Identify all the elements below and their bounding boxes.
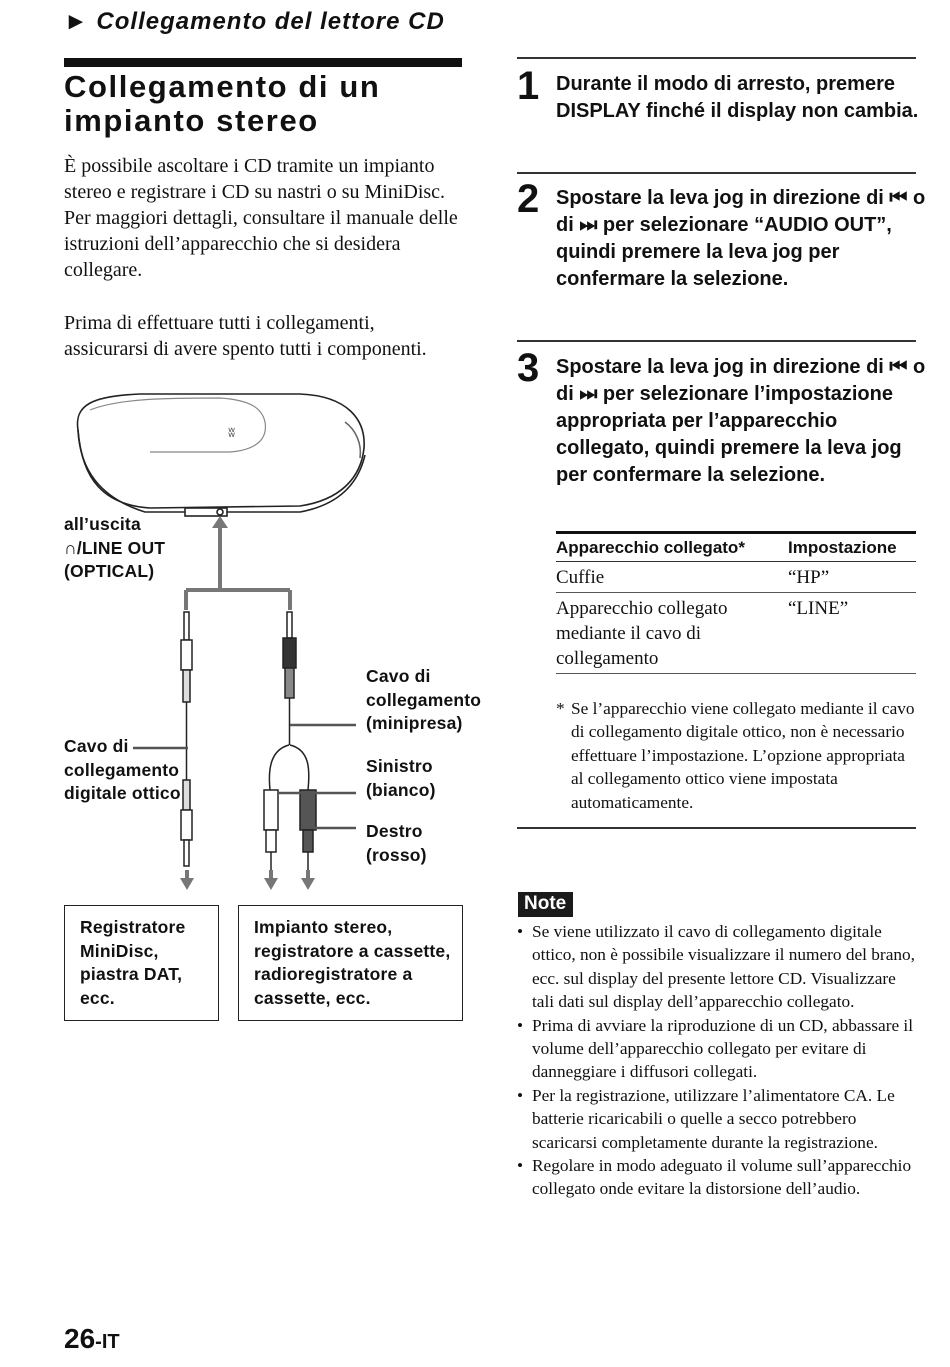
headphones-icon: ∩: [64, 537, 77, 558]
step-text: Spostare la leva jog in direzione di ⏮ o di ⏭ per selezionare l’impostazione appropriata per l’apparecchio collegato, quindi premere la leva jog per confermare la selezione.: [556, 356, 926, 486]
table-cell: Cuffie: [556, 562, 788, 593]
table-row: [556, 562, 916, 593]
notes-list: [517, 920, 917, 1201]
step-number: 1: [517, 64, 540, 108]
note-label: Note: [518, 892, 573, 917]
step-number: 2: [517, 177, 540, 221]
minipresa-cable: [264, 612, 316, 870]
footnote-marker: *: [556, 699, 565, 718]
minidisc-recorder-box: Registratore MiniDisc, piastra DAT, ecc.: [64, 905, 219, 1021]
minipresa-cable-label: Cavo di collegamento (minipresa): [366, 666, 482, 733]
divider: [517, 172, 916, 174]
optical-cable: [181, 612, 192, 866]
cd-player-illustration: [77, 394, 365, 516]
output-label: all’uscita ∩/LINE OUT (OPTICAL): [64, 514, 166, 581]
intro-paragraph: È possibile ascoltare i CD tramite un impianto stereo e registrare i CD su nastri o su MiniDisc. Per maggiori dettagli, consultare il manuale delle istruzioni dell’apparecchio che si desidera collegare.: [64, 155, 458, 281]
table-cell: “HP”: [788, 562, 916, 593]
table-header: Apparecchio collegato*: [556, 533, 788, 562]
section-title-line1: Collegamento di un: [64, 69, 381, 104]
divider: [517, 340, 916, 342]
table-row: [556, 593, 916, 674]
cable-lines: [186, 520, 290, 610]
running-head: ► Collegamento del lettore CD: [64, 8, 445, 35]
list-item: • Regolare in modo adeguato il volume sull’apparecchio collegato onde evitare la distorsione dell’audio.: [517, 1154, 917, 1201]
list-item: • Prima di avviare la riproduzione di un CD, abbassare il volume dell’apparecchio collegato per evitare di danneggiare i diffusori collegati.: [517, 1014, 917, 1084]
list-item: • Per la registrazione, utilizzare l’alimentatore CA. Le batterie ricaricabili o quelle a secco potrebbero scaricarsi completamente durante la registrazione.: [517, 1084, 917, 1154]
settings-table: [556, 531, 916, 674]
left-plug-label: Sinistro (bianco): [366, 756, 436, 800]
table-header-row: [556, 533, 916, 562]
table-footnote: [556, 697, 918, 814]
optical-cable-label: Cavo di collegamento digitale ottico: [64, 736, 181, 803]
footnote-text: Se l’apparecchio viene collegato mediante il cavo di collegamento digitale ottico, non è necessario effettuare l’impostazione. L’opzione appropriata al collegamento ottico viene impostata automaticamente.: [571, 699, 915, 812]
step-number: 3: [517, 346, 540, 390]
page-number: 26-IT: [64, 1323, 120, 1354]
stereo-system-box: Impianto stereo, registratore a cassette, radioregistratore a cassette, ecc.: [238, 905, 463, 1021]
section-title-line2: impianto stereo: [64, 103, 319, 138]
table-cell: “LINE”: [788, 593, 916, 674]
table-cell: Apparecchio collegato mediante il cavo di collegamento: [556, 593, 788, 674]
intro-paragraph-2: Prima di effettuare tutti i collegamenti, assicurarsi di avere spento tutti i componenti.: [64, 312, 427, 360]
divider: [517, 57, 916, 59]
right-plug-label: Destro (rosso): [366, 821, 427, 865]
table-header: Impostazione: [788, 533, 916, 562]
list-item: • Se viene utilizzato il cavo di collegamento digitale ottico, non è possibile visualizzare il numero del brano, ecc. sul display del presente lettore CD. Visualizzare tali dati sul display dell’apparecchio collegato.: [517, 920, 917, 1014]
step-text: Durante il modo di arresto, premere DISPLAY finché il display non cambia.: [556, 73, 919, 122]
step-text: Spostare la leva jog in direzione di ⏮ o di ⏭ per selezionare “AUDIO OUT”, quindi premere la leva jog per confermare la selezione.: [556, 187, 926, 290]
svg-text:ʬ: ʬ: [228, 425, 236, 441]
divider: [517, 827, 916, 829]
